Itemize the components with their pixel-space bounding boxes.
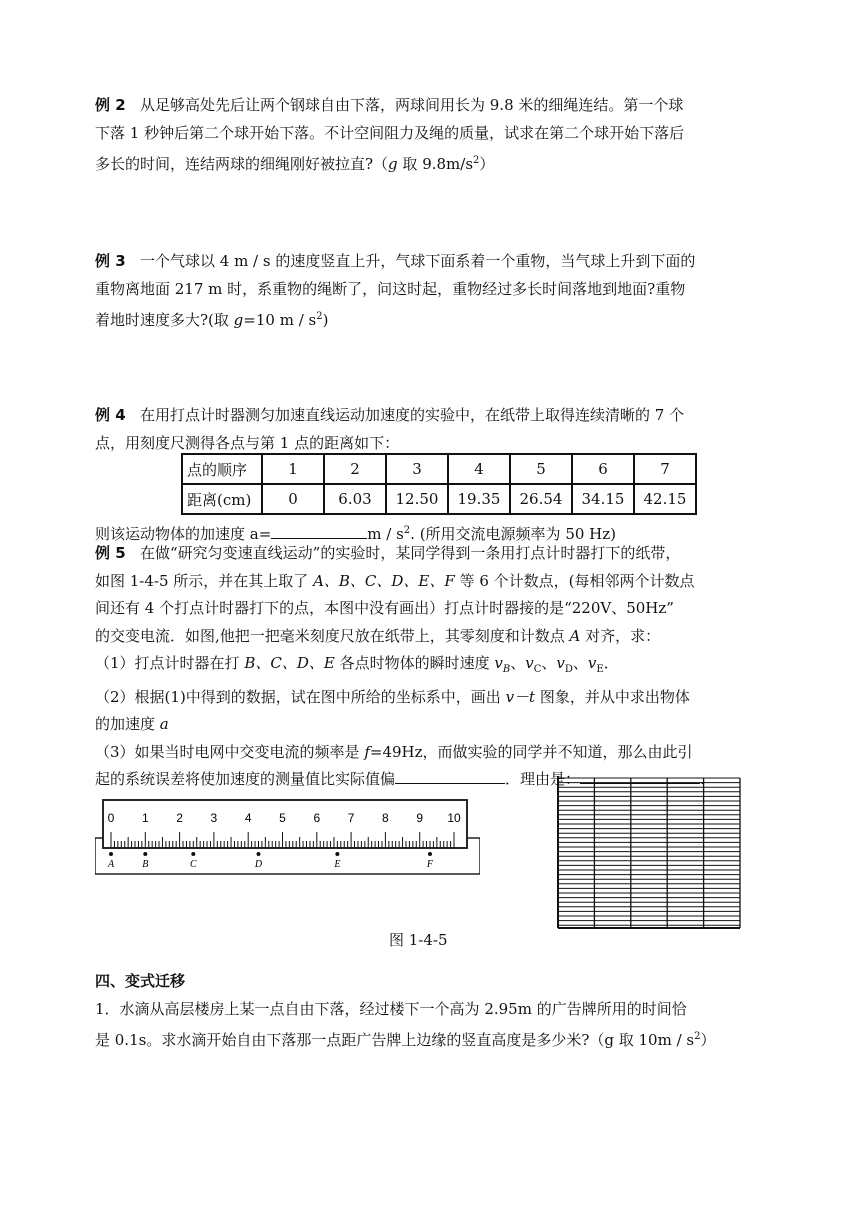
question-3: （3）如果当时电网中交变电流的频率是	[95, 742, 365, 761]
velocity-symbol: v	[525, 654, 534, 672]
example-4	[95, 402, 770, 457]
example-5-label: 例 5	[95, 544, 126, 562]
tape-point	[335, 852, 339, 856]
example-3-gravity-value: =10 m / s	[243, 311, 317, 329]
tape-point	[143, 852, 147, 856]
subscript: B	[502, 664, 511, 675]
example-3-line-1: 一个气球以 4 m / s 的速度竖直上升，气球下面系着一个重物，当气球上升到下面的	[139, 252, 696, 270]
table-header-cell: 点的顺序	[182, 454, 262, 484]
grid-lines	[558, 778, 740, 928]
ruler-number: 5	[279, 811, 286, 825]
ruler-number: 1	[141, 811, 149, 825]
example-5-line-2-end: 等 6 个计数点，(每相邻两个计数点	[454, 571, 695, 590]
superscript: 2	[694, 1031, 701, 1042]
example-5: 例 5 在做“研究匀变速直线运动”的实验时，某同学得到一条用打点计时器打下的纸带， 如图 1-4-5 所示，并在其上取了 A、B、C、D、E、F 等 6 个计数点，(每相邻两个计数点 间还有 4 个打点计时器打下的点，本图中没有画出）打点计时器接的是“220V、50Hz” 的交变电流．如图,他把一把毫米刻度尺放在纸带上，其零刻度和计数点 A 对齐，求： （1）打点计时器在打 B、C、D、E 各点时物体的瞬时速度 $v_B$、$v_C$、$v_D$、$v_E$． （2）根据(1)中得到的数据，试在图中所给的坐标系中，画出 v－t 图象，并从中求出物体 的加速度 a （3）如果当时电网中交变电流的频率是 f=49Hz，而做实验的同学并不知道，那么由此引 起的系统误差将使加速度的测量值比实际值偏 ．理由是： .	[95, 540, 770, 794]
example-3-label: 例 3	[95, 252, 126, 270]
question-3-mid: =49Hz，而做实验的同学并不知道，那么由此引	[369, 742, 693, 761]
question-1-end: ．	[603, 654, 619, 672]
question-3-line-2: 起的系统误差将使加速度的测量值比实际值偏	[95, 770, 396, 788]
example-3-line-3-end: )	[322, 311, 329, 329]
ruler-number: 3	[210, 811, 218, 825]
millimeter-ruler	[103, 800, 467, 848]
table-row	[182, 484, 696, 514]
figure-caption: 图 1-4-5	[389, 931, 448, 949]
question-1-mid: 各点时物体的瞬时速度	[334, 654, 495, 672]
example-2-line-1: 从足够高处先后让两个钢球自由下落，两球间用长为 9.8 米的细绳连结。第一个球	[139, 96, 684, 114]
ruler-number: 6	[313, 811, 321, 825]
velocity-symbol: v	[556, 654, 565, 672]
section-4-title: 四、变式迁移	[95, 972, 186, 990]
example-2-gravity-value: 取 9.8m/s	[397, 155, 474, 173]
tape-point	[256, 852, 260, 856]
question-1: （1）打点计时器在打	[95, 654, 245, 672]
question-2-mid: 图象，并从中求出物体	[535, 687, 690, 706]
ruler-number: 7	[347, 811, 355, 825]
tape-point-label: D	[254, 859, 263, 870]
tape-point	[109, 852, 113, 856]
table-row	[182, 454, 696, 484]
example-5-line-1: 在做“研究匀变速直线运动”的实验时，某同学得到一条用打点计时器打下的纸带，	[139, 544, 681, 562]
table-cell: 6	[572, 454, 634, 484]
distance-table	[181, 453, 697, 515]
count-points-list: A、B、C、D、E、F	[313, 571, 455, 590]
example-2-line-3-end: ）	[479, 155, 495, 173]
example-2-line-2: 下落 1 秒钟后第二个球开始下落。不计空间阻力及绳的质量，试求在第二个球开始下落后	[95, 123, 685, 142]
vt-graph-symbol: v－t	[505, 687, 536, 706]
acceleration-prompt: 则该运动物体的加速度 a=	[95, 525, 272, 543]
reason-prompt: ．理由是：	[505, 770, 581, 788]
subscript: E	[596, 664, 604, 675]
question-2-end: 的加速度	[95, 715, 160, 733]
example-4-line-2: 点，用刻度尺测得各点与第 1 点的距离如下：	[95, 433, 400, 452]
tape-point-label: E	[334, 859, 341, 870]
gravity-symbol: g	[233, 311, 244, 329]
table-cell: 19.35	[448, 484, 510, 514]
example-3	[95, 248, 770, 335]
table-header-cell: 距离(cm)	[182, 484, 262, 514]
subscript: C	[533, 664, 542, 675]
table-cell: 6.03	[324, 484, 386, 514]
ruler-number: 8	[382, 811, 389, 825]
error-direction-blank[interactable]	[395, 767, 505, 784]
table-cell: 1	[262, 454, 324, 484]
table-cell: 26.54	[510, 484, 572, 514]
example-5-line-4-end: 对齐，求：	[580, 626, 661, 645]
example-2-label: 例 2	[95, 96, 126, 114]
section-4	[95, 968, 770, 1055]
superscript: 2	[403, 525, 411, 536]
frequency-symbol: f	[364, 742, 370, 761]
table-cell: 42.15	[634, 484, 696, 514]
example-5-line-3: 间还有 4 个打点计时器打下的点，本图中没有画出）打点计时器接的是“220V、50Hz”	[95, 599, 674, 617]
acceleration-unit: m / s	[367, 525, 404, 543]
table-cell: 4	[448, 454, 510, 484]
example-5-line-4: 的交变电流．如图,他把一把毫米刻度尺放在纸带上，其零刻度和计数点	[95, 626, 570, 645]
table-cell: 12.50	[386, 484, 448, 514]
velocity-symbol: v	[494, 654, 503, 672]
example-3-line-2: 重物离地面 217 m 时，系重物的绳断了，问这时起，重物经过多长时间落地到地面?重物	[95, 279, 686, 298]
tape-points	[107, 852, 434, 870]
acceleration-blank[interactable]	[271, 522, 367, 539]
subscript: D	[564, 664, 573, 675]
superscript: 2	[316, 311, 323, 322]
frequency-note: . (所用交流电源频率为 50 Hz)	[410, 525, 617, 543]
superscript: 2	[473, 155, 480, 166]
tape-point	[191, 852, 195, 856]
problem-1-line-2-end: ）	[700, 1031, 716, 1049]
tape-point-label: B	[142, 859, 149, 870]
ruler-number: 2	[176, 811, 183, 825]
problem-1-line-1: 1．水滴从高层楼房上某一点自由下落，经过楼下一个高为 2.95m 的广告牌所用的时间恰	[95, 999, 687, 1018]
table-cell: 2	[324, 454, 386, 484]
vt-coordinate-grid	[552, 776, 742, 931]
example-2-line-3: 多长的时间，连结两球的细绳刚好被拉直?（	[95, 155, 389, 173]
ruler-number: 9	[416, 811, 424, 825]
example-5-line-2: 如图 1-4-5 所示，并在其上取了	[95, 571, 314, 590]
ruler-tape-figure	[95, 798, 480, 878]
table-cell: 7	[634, 454, 696, 484]
point-a-symbol: A	[569, 626, 581, 645]
table-cell: 5	[510, 454, 572, 484]
ruler-number: 4	[244, 811, 252, 825]
ruler-number: 10	[447, 811, 461, 825]
tape-point-label: F	[426, 859, 434, 870]
example-4-line-1: 在用打点计时器测匀加速直线运动加速度的实验中，在纸带上取得连续清晰的 7 个	[139, 406, 685, 424]
tape-point	[428, 852, 432, 856]
example-2	[95, 92, 770, 179]
table-cell: 3	[386, 454, 448, 484]
question-1-points: B、C、D、E	[244, 654, 335, 672]
table-cell: 0	[262, 484, 324, 514]
velocity-symbol: v	[587, 654, 597, 672]
acceleration-symbol: a	[159, 715, 169, 733]
gravity-symbol: g	[388, 155, 398, 173]
tape-point-label: A	[107, 859, 115, 870]
problem-1-line-2: 是 0.1s。求水滴开始自由下落那一点距广告牌上边缘的竖直高度是多少米?（g 取 10m / s	[95, 1031, 695, 1049]
example-4-label: 例 4	[95, 406, 126, 424]
ruler-number: 0	[107, 811, 115, 825]
table-cell: 34.15	[572, 484, 634, 514]
question-2: （2）根据(1)中得到的数据，试在图中所给的坐标系中，画出	[95, 687, 506, 706]
example-3-line-3: 着地时速度多大?(取	[95, 311, 234, 329]
question-3-end: .	[700, 770, 705, 788]
tape-point-label: C	[189, 859, 197, 870]
